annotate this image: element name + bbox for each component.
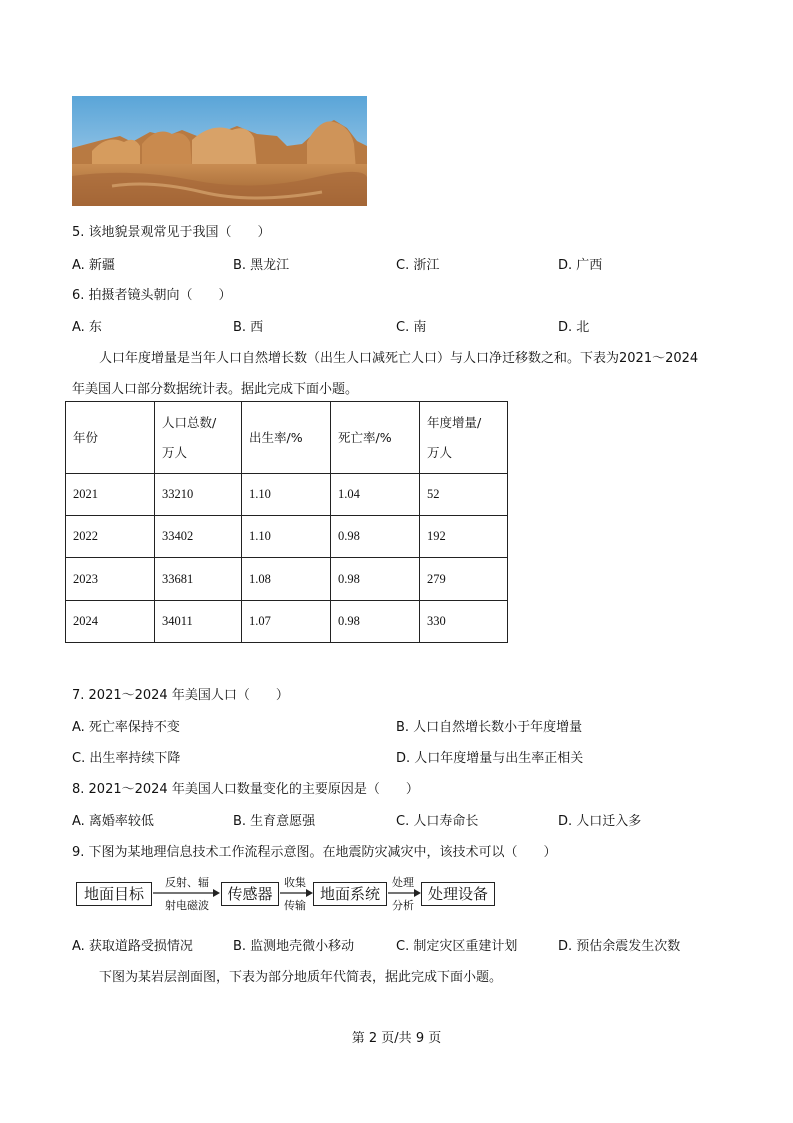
flow-box-processing-equipment: 处理设备	[421, 882, 495, 906]
table-row	[66, 516, 508, 558]
desert-landscape-photo	[72, 96, 367, 206]
cell-population: 34011	[155, 601, 242, 643]
table-row	[66, 601, 508, 643]
q8-option-d[interactable]: D. 人口迁入多	[558, 814, 642, 829]
q5-option-b[interactable]: B. 黑龙江	[233, 258, 290, 273]
cell-annual-increase: 330	[420, 601, 508, 643]
q5-option-d[interactable]: D. 广西	[558, 258, 603, 273]
cell-death-rate: 0.98	[331, 558, 420, 601]
cell-year: 2021	[66, 474, 155, 516]
table-row	[66, 474, 508, 516]
flow-arrow-2	[278, 885, 314, 901]
question-8-stem: 8. 2021～2024 年美国人口数量变化的主要原因是（ ）	[72, 782, 419, 797]
q7-option-c[interactable]: C. 出生率持续下降	[72, 751, 181, 766]
cell-population: 33210	[155, 474, 242, 516]
q9-option-d[interactable]: D. 预估余震发生次数	[558, 939, 681, 954]
cell-year: 2024	[66, 601, 155, 643]
flow-arrow1-bottom-label: 射电磁波	[165, 899, 209, 912]
header-population: 人口总数/ 万人	[155, 402, 242, 474]
cell-year: 2023	[66, 558, 155, 601]
cell-birth-rate: 1.10	[242, 516, 331, 558]
q9-option-b[interactable]: B. 监测地壳微小移动	[233, 939, 355, 954]
cell-annual-increase: 52	[420, 474, 508, 516]
cell-population: 33681	[155, 558, 242, 601]
cell-birth-rate: 1.10	[242, 474, 331, 516]
flow-arrow3-top-label: 处理	[392, 876, 414, 889]
header-death-rate: 死亡率/%	[331, 402, 420, 474]
q6-option-c[interactable]: C. 南	[396, 320, 427, 335]
question-5-stem: 5. 该地貌景观常见于我国（ ）	[72, 225, 271, 240]
table-row	[66, 558, 508, 601]
header-birth-rate: 出生率/%	[242, 402, 331, 474]
flow-arrow-3	[386, 885, 422, 901]
q7-option-d[interactable]: D. 人口年度增量与出生率正相关	[396, 751, 584, 766]
population-table	[65, 401, 508, 643]
cell-birth-rate: 1.07	[242, 601, 331, 643]
header-annual-increase: 年度增量/ 万人	[420, 402, 508, 474]
question-9-stem: 9. 下图为某地理信息技术工作流程示意图。在地震防灾减灾中，该技术可以（ ）	[72, 845, 557, 860]
cell-year: 2022	[66, 516, 155, 558]
intro-paragraph-line1: 人口年度增量是当年人口自然增长数（出生人口减死亡人口）与人口净迁移数之和。下表为2021～2024	[99, 351, 699, 366]
q6-option-b[interactable]: B. 西	[233, 320, 264, 335]
q5-option-a[interactable]: A. 新疆	[72, 258, 115, 273]
cell-death-rate: 1.04	[331, 474, 420, 516]
cell-annual-increase: 192	[420, 516, 508, 558]
header-year: 年份	[66, 402, 155, 474]
flow-arrow2-top-label: 收集	[284, 876, 306, 889]
flow-arrow3-bottom-label: 分析	[392, 899, 414, 912]
flow-arrow-1	[151, 885, 221, 901]
cell-population: 33402	[155, 516, 242, 558]
q8-option-c[interactable]: C. 人口寿命长	[396, 814, 479, 829]
q6-option-a[interactable]: A. 东	[72, 320, 102, 335]
flow-box-ground-target: 地面目标	[76, 882, 152, 906]
cell-death-rate: 0.98	[331, 516, 420, 558]
q8-option-b[interactable]: B. 生育意愿强	[233, 814, 316, 829]
q8-option-a[interactable]: A. 离婚率较低	[72, 814, 154, 829]
flow-arrow2-bottom-label: 传输	[284, 899, 306, 912]
flow-box-ground-system: 地面系统	[313, 882, 387, 906]
q7-option-a[interactable]: A. 死亡率保持不变	[72, 720, 180, 735]
question-6-stem: 6. 拍摄者镜头朝向（ ）	[72, 288, 232, 303]
q9-option-c[interactable]: C. 制定灾区重建计划	[396, 939, 518, 954]
table-header-row	[66, 402, 508, 474]
q5-option-c[interactable]: C. 浙江	[396, 258, 440, 273]
page-footer: 第 2 页/共 9 页	[351, 1031, 442, 1046]
cell-birth-rate: 1.08	[242, 558, 331, 601]
flow-box-sensor: 传感器	[221, 882, 279, 906]
intro-paragraph-2: 下图为某岩层剖面图，下表为部分地质年代简表，据此完成下面小题。	[99, 970, 503, 985]
cell-annual-increase: 279	[420, 558, 508, 601]
question-7-stem: 7. 2021～2024 年美国人口（ ）	[72, 688, 289, 703]
cell-death-rate: 0.98	[331, 601, 420, 643]
q6-option-d[interactable]: D. 北	[558, 320, 590, 335]
q7-option-b[interactable]: B. 人口自然增长数小于年度增量	[396, 720, 583, 735]
intro-paragraph-line2: 年美国人口部分数据统计表。据此完成下面小题。	[72, 382, 359, 397]
q9-option-a[interactable]: A. 获取道路受损情况	[72, 939, 193, 954]
flow-arrow1-top-label: 反射、辐	[165, 876, 209, 889]
